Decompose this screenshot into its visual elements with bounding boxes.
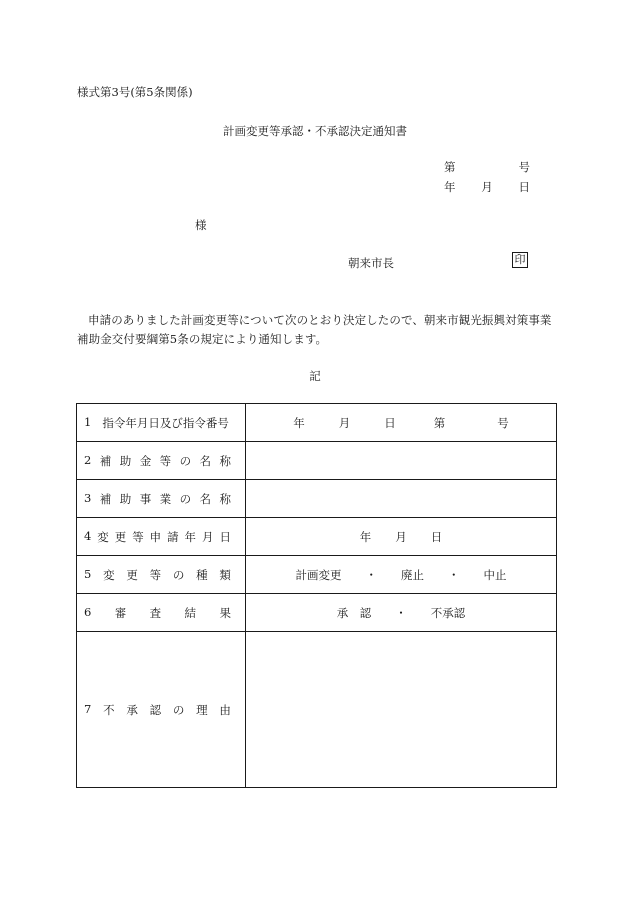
option-plan-change[interactable]: 計画変更 [295,567,342,582]
label-char: の [172,702,185,717]
label-char: 5 [84,566,92,581]
go-label: 号 [497,415,509,430]
addressee-suffix: 様 [195,218,207,232]
option-not-approved[interactable]: 不承認 [430,605,466,620]
label-char: 査 [149,605,162,620]
label-char: 更 [114,529,127,544]
label-char: 等 [159,453,172,468]
label-char: 理 [196,702,208,717]
rejection-reason-value-cell[interactable] [246,632,557,788]
review-result-value-cell [246,594,557,632]
reference-date [444,180,530,194]
dai-label: 第 [433,415,446,430]
notice-body-text: 申請のありました計画変更等について次のとおり決定したので、朝来市観光振興対策事業補助金交付要綱第5条の規定により通知します。 [77,313,552,346]
label-char: 審 [114,605,127,620]
row-label-directive [77,404,246,442]
label-char: 年 [184,529,197,544]
label-char: 種 [196,567,208,582]
option-suspension[interactable]: 中止 [483,567,507,582]
label-char: 補 [99,453,112,468]
table-row [77,442,557,480]
label-char: 変 [103,567,115,582]
label-char: の [179,491,192,506]
label-char: 名 [199,491,212,506]
row-label-rejection-reason [77,632,246,788]
label-char: 結 [184,605,197,620]
row-number: 1 [84,414,92,429]
dai-label: 第 [444,160,456,174]
table-row [77,518,557,556]
label-char: 不 [103,702,115,717]
document-title: 計画変更等承認・不承認決定通知書 [223,124,407,138]
label-char: 補 [99,491,112,506]
table-row [77,632,557,788]
label-char: 名 [199,453,212,468]
option-separator: ・ [448,567,460,582]
label-char: 称 [219,491,231,506]
label-char: 類 [219,567,231,582]
label-char: 請 [167,529,179,544]
row-label-project-name [77,480,246,518]
label-char: 承 [126,702,138,717]
day-label: 日 [430,529,443,544]
day-label: 日 [518,180,530,194]
label-char: 更 [126,567,138,582]
spaced-label [84,491,231,507]
label-char: 金 [139,453,152,468]
label-char: の [172,567,185,582]
spaced-label [84,605,231,621]
project-name-value-cell[interactable] [246,480,557,518]
label-char: 6 [84,604,92,619]
directive-value-cell[interactable] [246,404,557,442]
row-label-application-date [77,518,246,556]
year-label: 年 [293,415,305,430]
table-row [77,556,557,594]
month-label: 月 [395,529,407,544]
label-char: 認 [149,702,162,717]
row-label-text: 指令年月日及び指令番号 [102,415,229,430]
label-char: 助 [119,453,132,468]
spaced-label [84,529,231,545]
label-char: 助 [119,491,132,506]
change-type-value-cell [246,556,557,594]
label-char: 4 [84,528,92,543]
sender-name: 朝来市長 [348,256,394,270]
label-char: 3 [84,490,92,505]
application-date-value-cell[interactable] [246,518,557,556]
label-char: の [179,453,192,468]
label-char: 事 [139,491,152,506]
month-label: 月 [338,415,351,430]
decision-table [76,403,557,788]
day-label: 日 [384,415,396,430]
ki-heading: 記 [309,369,321,383]
spaced-label [84,567,231,583]
option-separator: ・ [365,567,377,582]
row-label-subsidy-name [77,442,246,480]
label-char: 等 [149,567,162,582]
month-label: 月 [481,180,493,194]
label-char: 由 [219,702,231,717]
year-label: 年 [359,529,372,544]
label-char: 申 [149,529,162,544]
go-label: 号 [518,160,530,174]
option-separator: ・ [395,605,407,620]
label-char: 変 [97,529,109,544]
row-label-change-type [77,556,246,594]
label-char: 業 [159,491,172,506]
spaced-label [84,702,231,718]
subsidy-name-value-cell[interactable] [246,442,557,480]
table-row [77,480,557,518]
option-abolition[interactable]: 廃止 [401,567,424,582]
label-char: 称 [219,453,231,468]
table-row [77,594,557,632]
row-label-review-result [77,594,246,632]
form-number: 様式第3号(第5条関係) [77,85,193,99]
year-label: 年 [444,180,456,194]
label-char: 月 [202,529,214,544]
table-row [77,404,557,442]
label-char: 等 [132,529,144,544]
label-char: 2 [84,452,92,467]
label-char: 日 [219,529,231,544]
option-approved[interactable]: 承 認 [336,605,372,620]
label-char: 果 [219,605,231,620]
label-char: 7 [84,701,92,716]
reference-number [444,160,530,174]
spaced-label [84,453,231,469]
seal-stamp-box: 印 [512,252,528,268]
